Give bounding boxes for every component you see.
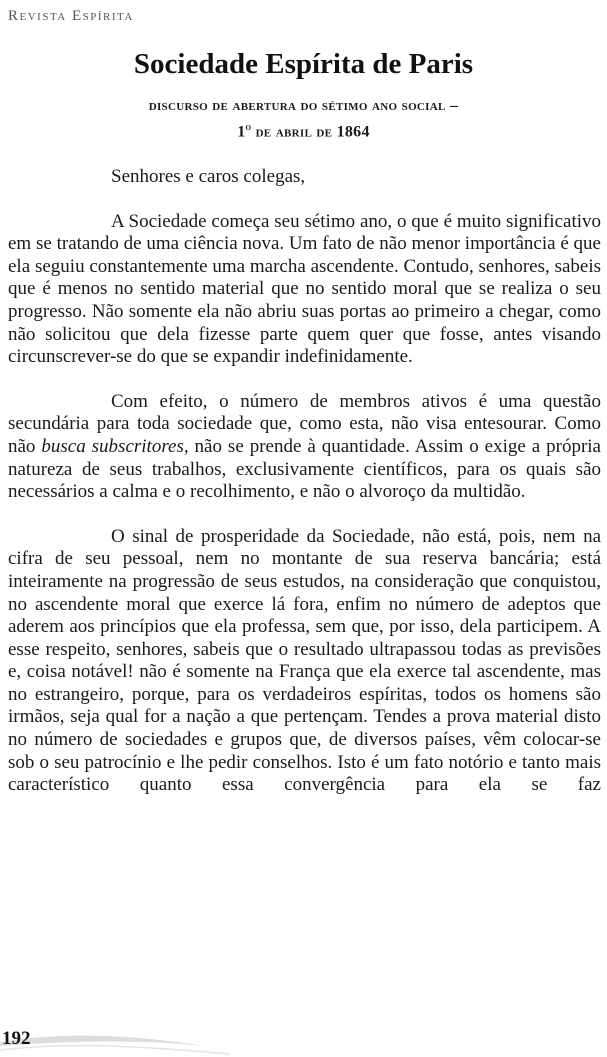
subtitle-ordinal: o — [245, 122, 252, 133]
article-subtitle — [0, 95, 607, 143]
subtitle-date: de abril de 1864 — [251, 123, 370, 141]
subtitle-line-2 — [0, 117, 607, 143]
running-header: Revista Espírita — [8, 8, 134, 24]
article-body — [8, 166, 601, 797]
paragraph-2-start: Com efeito, o número de membros ativos é uma questão secundária para toda sociedade que, como esta, não visa entesourar. Como não — [8, 390, 601, 457]
paragraph-2-end: , não se prende à quantidade. Assim o exige a própria natureza de seus trabalhos, exclusivamente científicos, para os quais são necessários a calma e o recolhimento, e não o alvoroço da multidão. — [8, 435, 601, 503]
paragraph-2 — [8, 391, 601, 504]
paragraph-3: O sinal de prosperidade da Sociedade, não está, pois, nem na cifra de seu pessoal, nem no montante de sua reserva bancária; está inteiramente na progressão de seus estudos, na consideração que conquistou, no ascendente moral que exerce lá fora, enfim no número de adeptos que aderem aos princípios que ela professa, sem que, por isso, dela participem. A esse respeito, senhores, sabeis que o resultado ultrapassou todas as previsões e, coisa notável! não é somente na França que ela exerce tal ascendente, mas no estrangeiro, porque, para os verdadeiros espíritas, todos os homens são irmãos, seja qual for a nação a que pertençam. Tendes a prova material disto no número de sociedades e grupos que, de diversos países, vêm colocar-se sob o seu patrocínio e lhe pedir conselhos. Isto é um fato notório e tanto mais característico quanto essa convergência para ela se faz — [8, 525, 601, 796]
subtitle-day: 1 — [237, 123, 246, 141]
paragraph-1: A Sociedade começa seu sétimo ano, o que é muito significativo em se tratando de uma ciência nova. Um fato de não menor importância é que ela seguiu constantemente uma marcha ascendente. Contudo, senhores, sabeis que é menos no sentido material que no sentido moral que se realiza o seu progresso. Não somente ela não abriu suas portas ao primeiro a chegar, como não solicitou que dela fizesse parte quem quer que fosse, antes visando circunscrever-se do que se expandir indefinidamente. — [8, 210, 601, 368]
footer-swoosh-icon — [0, 1020, 240, 1057]
page-number: 192 — [2, 1028, 31, 1049]
article-title: Sociedade Espírita de Paris — [133, 48, 474, 80]
subtitle-line-1: discurso de abertura do sétimo ano social – — [148, 97, 459, 114]
paragraph-2-italic: busca subscritores — [41, 435, 184, 457]
salutation: Senhores e caros colegas, — [111, 166, 306, 187]
